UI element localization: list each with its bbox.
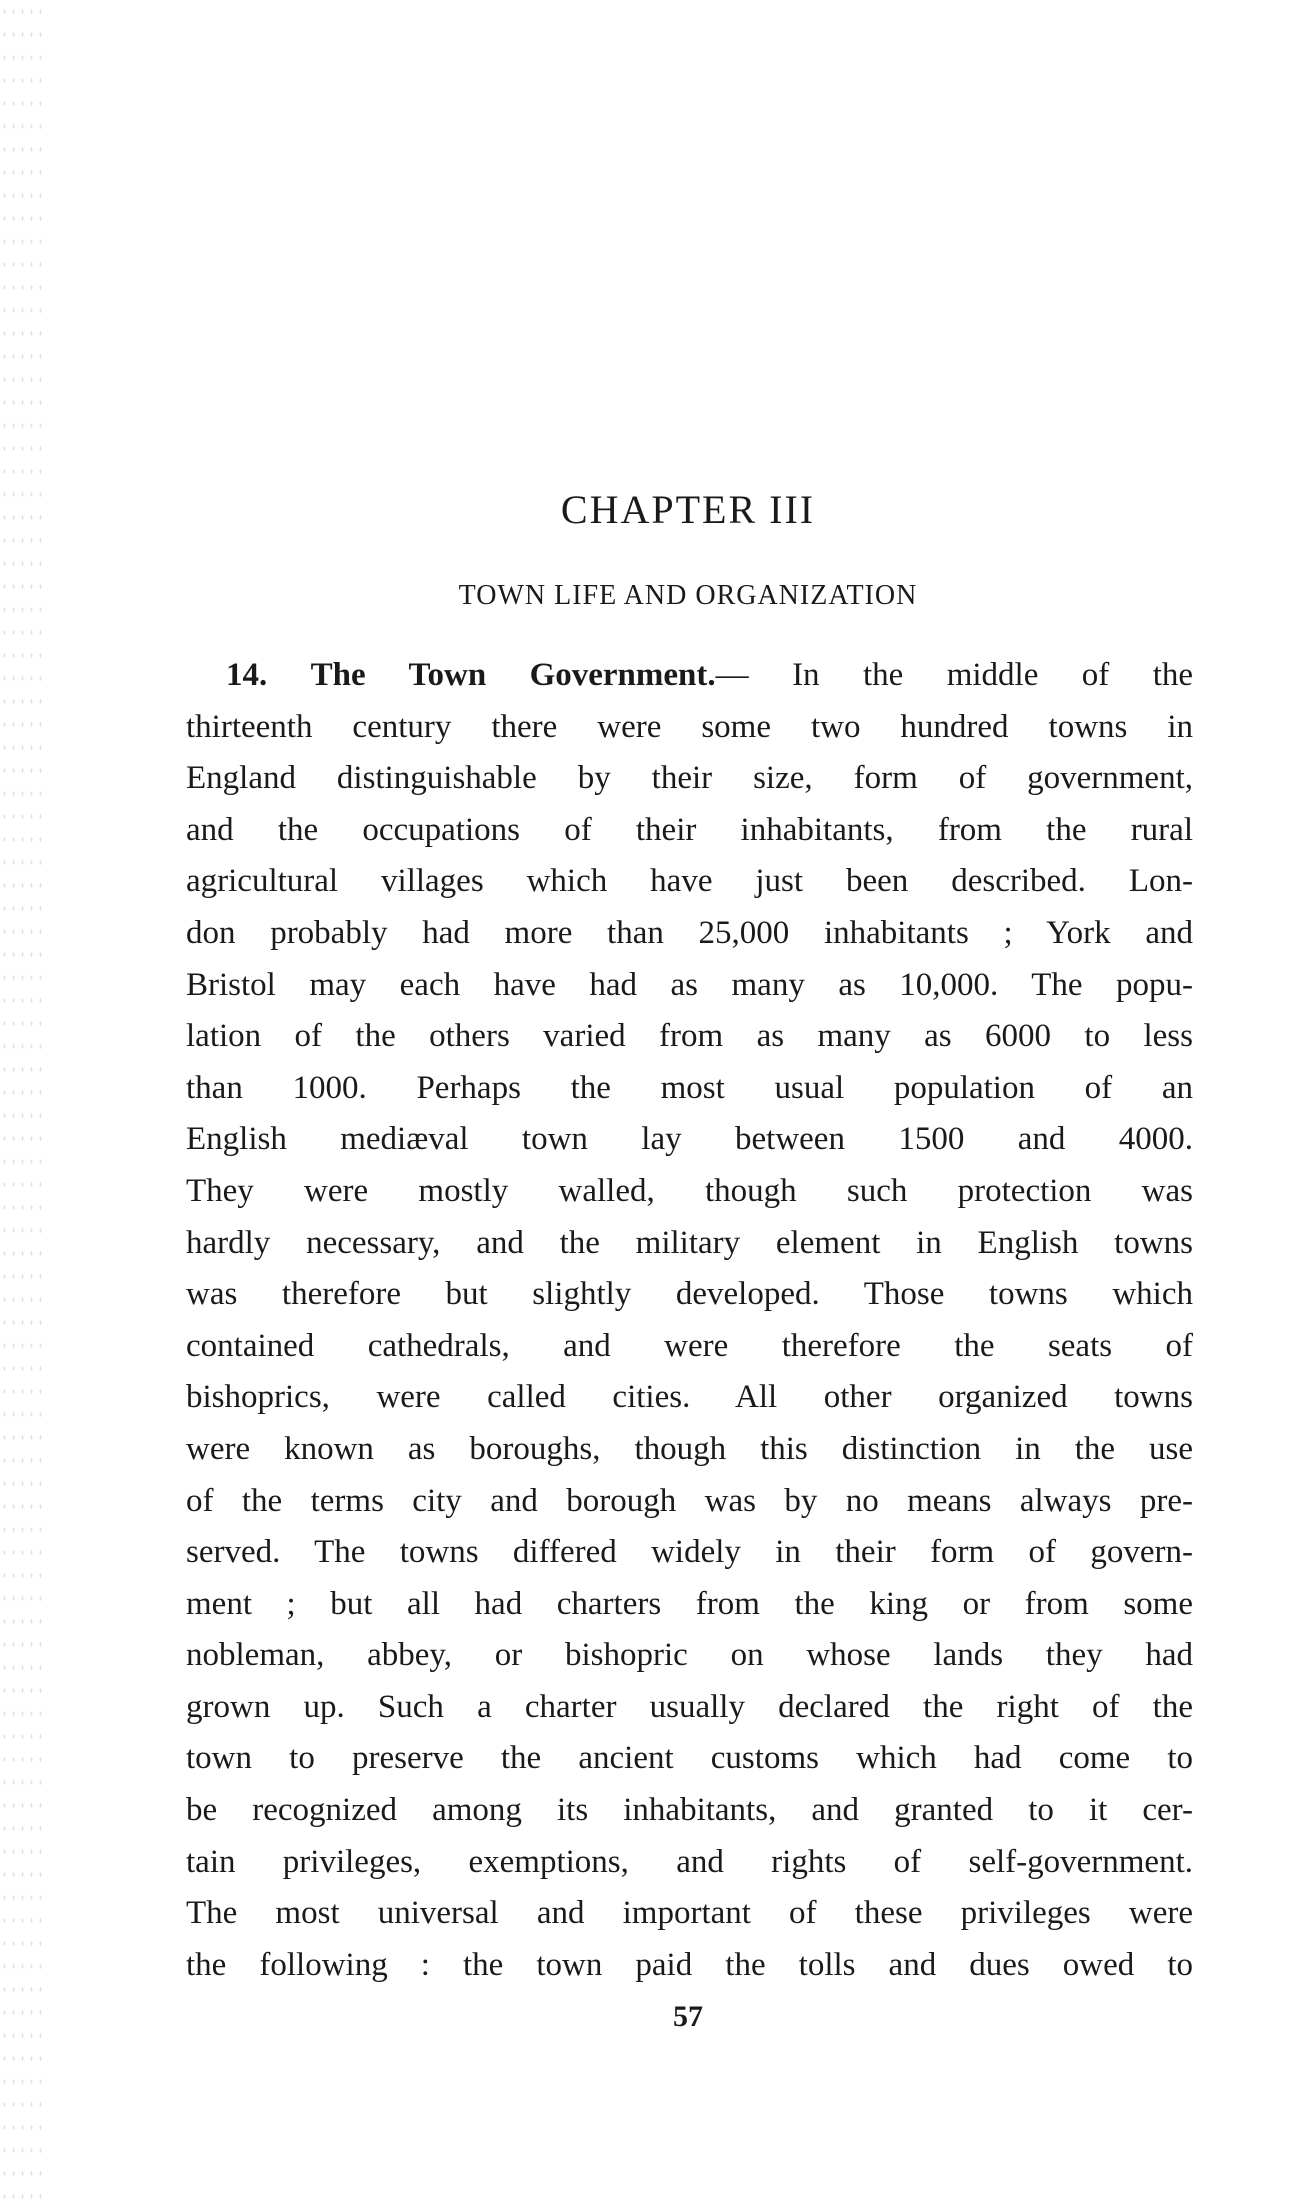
paragraph-line: lation of the others varied from as many as 6000 to less bbox=[186, 1018, 1193, 1055]
paragraph-line: contained cathedrals, and were therefore the seats of bbox=[186, 1327, 1193, 1364]
paragraph-line: were known as boroughs, though this distinction in the use bbox=[186, 1430, 1193, 1467]
paragraph-line: town to preserve the ancient customs which had come to bbox=[186, 1740, 1193, 1777]
paragraph-line: ment ; but all had charters from the king or from some bbox=[186, 1585, 1193, 1622]
page-number: 57 bbox=[673, 2000, 703, 2033]
paragraph-line: than 1000. Perhaps the most usual population of an bbox=[186, 1069, 1193, 1106]
paragraph-line: English mediæval town lay between 1500 and 4000. bbox=[186, 1121, 1193, 1158]
chapter-title: CHAPTER III bbox=[560, 487, 816, 532]
paragraph-line: Bristol may each have had as many as 10,000. The popu- bbox=[186, 966, 1193, 1003]
paragraph-line: thirteenth century there were some two hundred towns in bbox=[186, 708, 1193, 745]
section-number: 14. bbox=[226, 657, 268, 693]
paragraph-line: The most universal and important of these privileges were bbox=[186, 1895, 1193, 1932]
paragraph-line-text: In the middle of the bbox=[792, 657, 1194, 693]
paragraph-line: England distinguishable by their size, form of government, bbox=[186, 760, 1193, 797]
chapter-subtitle: TOWN LIFE AND ORGANIZATION bbox=[458, 580, 918, 611]
paragraph-line: don probably had more than 25,000 inhabitants ; York and bbox=[186, 914, 1193, 951]
paragraph-line: hardly necessary, and the military element in English towns bbox=[186, 1224, 1193, 1261]
paragraph-line bbox=[186, 650, 1193, 702]
section-heading: The Town Government. bbox=[310, 657, 716, 693]
paragraph-line: They were mostly walled, though such protection was bbox=[186, 1172, 1193, 1209]
paragraph-line: tain privileges, exemptions, and rights of self-government. bbox=[186, 1843, 1193, 1880]
section-dash: — bbox=[715, 657, 749, 693]
paragraph-line: of the terms city and borough was by no means always pre- bbox=[186, 1482, 1193, 1519]
paragraph-line: the following : the town paid the tolls and dues owed to bbox=[186, 1946, 1193, 1983]
paragraph-line: nobleman, abbey, or bishopric on whose lands they had bbox=[186, 1637, 1193, 1674]
paragraph-line: was therefore but slightly developed. Those towns which bbox=[186, 1276, 1193, 1313]
scan-edge-speckle bbox=[0, 0, 46, 2200]
paragraph-line: and the occupations of their inhabitants, from the rural bbox=[186, 811, 1193, 848]
paragraph-line: agricultural villages which have just been described. Lon- bbox=[186, 863, 1193, 900]
section-body bbox=[186, 650, 1193, 1991]
paragraph-line: served. The towns differed widely in their form of govern- bbox=[186, 1534, 1193, 1571]
paragraph-line: bishoprics, were called cities. All other organized towns bbox=[186, 1379, 1193, 1416]
paragraph-line: be recognized among its inhabitants, and granted to it cer- bbox=[186, 1792, 1193, 1829]
paragraph-line: grown up. Such a charter usually declared the right of the bbox=[186, 1688, 1193, 1725]
